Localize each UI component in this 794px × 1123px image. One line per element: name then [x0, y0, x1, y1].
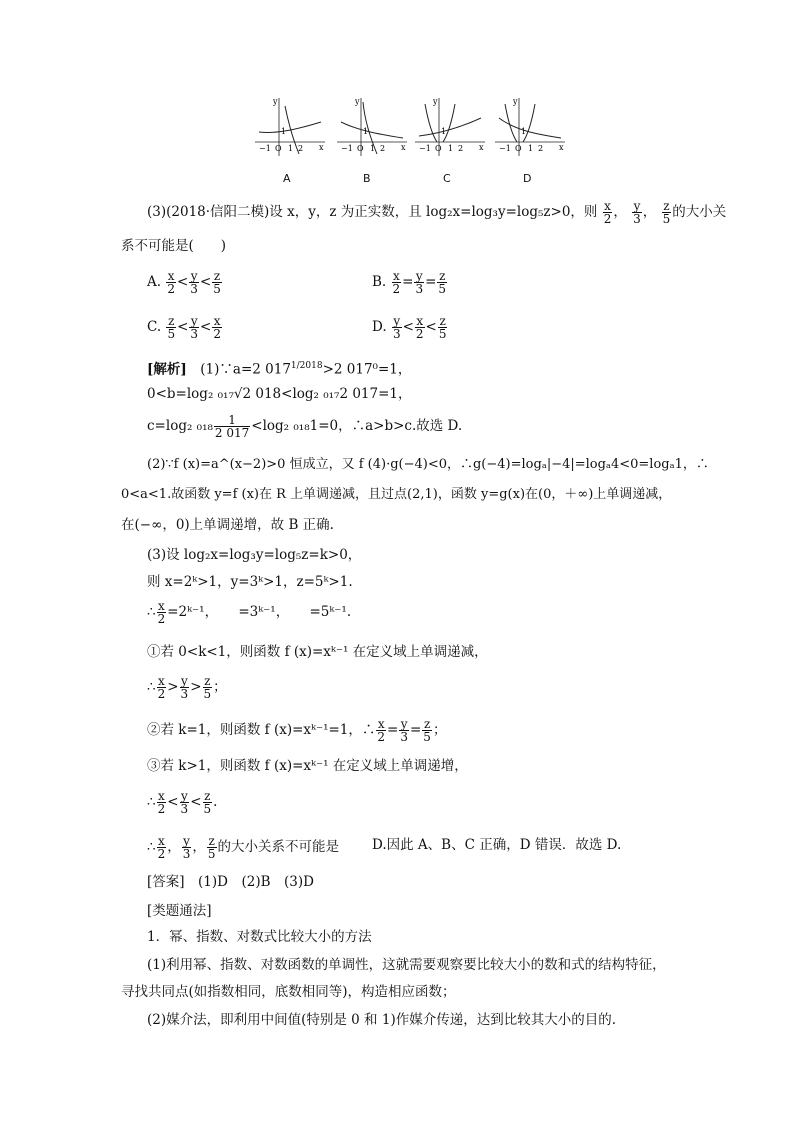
svg-text:O: O	[357, 144, 364, 153]
svg-text:2: 2	[380, 144, 386, 153]
svg-text:x: x	[319, 143, 324, 152]
svg-text:O: O	[275, 144, 282, 153]
graph-c	[415, 96, 495, 166]
svg-text:−1: −1	[419, 144, 431, 153]
answer-line: [答案] (1)D (2)B (3)D	[147, 874, 314, 890]
solution-line-10: ①若 0<k<1，则函数 f (x)=xᵏ⁻¹ 在定义域上单调递减，	[147, 644, 488, 660]
svg-text:1: 1	[288, 144, 294, 153]
question-3-line-1: (3)(2018·信阳二模)设 x，y，z 为正实数，且 log₂x=log₃y=log₅z>0，则 $\frac{x}{2}$ ， $\frac{y}{3}$ ， $\frac{z}{5}$ 的大小关	[147, 199, 727, 226]
graph-label-b: B	[363, 172, 371, 185]
solution-line-12: ②若 k=1，则函数 f (x)=xᵏ⁻¹=1，∴ $\frac{x}{2}$ = $\frac{y}{3}$ = $\frac{z}{5}$ ；	[147, 717, 447, 744]
solution-line-15b: D.因此 A、B、C 正确，D 错误．故选 D.	[372, 837, 622, 853]
solution-line-2: 0<b=log₂ ₀₁₇√2 018<log₂ ₀₁₇2 017=1，	[147, 386, 412, 402]
solution-line-11: ∴ $\frac{x}{2}$ > $\frac{y}{3}$ > $\frac{z}{5}$ ；	[147, 674, 227, 701]
svg-text:O: O	[515, 144, 522, 153]
method-line-2: 寻找共同点(如指数相同，底数相同等)，构造相应函数；	[121, 984, 456, 1000]
svg-text:−1: −1	[341, 144, 353, 153]
option-d: D. $\frac{y}{3}$ < $\frac{x}{2}$ < $\frac{z}{5}$	[372, 314, 447, 341]
graph-b	[337, 96, 417, 166]
question-3-line-2: 系不可能是( )	[121, 238, 227, 254]
solution-line-13: ③若 k>1，则函数 f (x)=xᵏ⁻¹ 在定义域上单调递增，	[147, 758, 468, 774]
svg-text:2: 2	[458, 144, 464, 153]
svg-text:1: 1	[521, 127, 527, 136]
svg-text:1: 1	[441, 127, 447, 136]
svg-text:x: x	[479, 143, 484, 152]
solution-line-6: 在(−∞，0)上单调递增，故 B 正确.	[121, 517, 334, 533]
method-line-1: (1)利用幂、指数、对数函数的单调性，这就需要观察要比较大小的数和式的结构特征，	[147, 957, 666, 973]
graph-label-d: D	[523, 172, 532, 185]
solution-line-8: 则 x=2ᵏ>1，y=3ᵏ>1，z=5ᵏ>1.	[147, 574, 353, 590]
svg-text:2: 2	[538, 144, 544, 153]
svg-text:−1: −1	[499, 144, 511, 153]
solution-line-15: ∴ $\frac{x}{2}$ ， $\frac{y}{3}$ ， $\frac{z}{5}$ 的大小关系不可能是	[147, 834, 340, 861]
svg-text:1: 1	[363, 127, 369, 136]
svg-text:1: 1	[528, 144, 534, 153]
svg-text:1: 1	[370, 144, 376, 153]
svg-text:y: y	[513, 97, 518, 106]
graph-a	[255, 96, 335, 166]
svg-text:y: y	[273, 97, 278, 106]
svg-text:y: y	[433, 97, 438, 106]
svg-text:2: 2	[298, 144, 304, 153]
solution-line-14: ∴ $\frac{x}{2}$ < $\frac{y}{3}$ < $\frac{z}{5}$ .	[147, 789, 218, 816]
method-line-3: (2)媒介法，即利用中间值(特别是 0 和 1)作媒介传递，达到比较其大小的目的.	[147, 1012, 616, 1028]
svg-text:x: x	[401, 143, 406, 152]
option-b: B. $\frac{x}{2}$ = $\frac{y}{3}$ = $\frac{z}{5}$	[372, 269, 447, 296]
svg-text:1: 1	[281, 127, 287, 136]
method-title: 1．幂、指数、对数式比较大小的方法	[147, 929, 372, 945]
solution-line-9: ∴ $\frac{x}{2}$ =2ᵏ⁻¹， =3ᵏ⁻¹， =5ᵏ⁻¹.	[147, 599, 352, 626]
svg-text:x: x	[559, 143, 564, 152]
solution-line-7: (3)设 log₂x=log₃y=log₅z=k>0，	[147, 547, 362, 563]
graph-label-c: C	[443, 172, 451, 185]
option-a: A. $\frac{x}{2}$ < $\frac{y}{3}$ < $\frac{z}{5}$	[147, 269, 221, 296]
graph-d	[495, 96, 575, 166]
method-heading: [类题通法]	[147, 903, 212, 919]
solution-line-4: (2)∵f (x)=a^(x−2)>0 恒成立，又 f (4)·g(−4)<0，∴g(−4)=logₐ|−4|=logₐ4<0=logₐ1，∴	[147, 457, 709, 472]
option-c: C. $\frac{z}{5}$ < $\frac{y}{3}$ < $\frac{x}{2}$	[147, 314, 221, 341]
solution-line-1: [解析] (1)∵a=2 $017^{1/2018}>2$ 017⁰=1，	[147, 361, 412, 378]
option-graphs	[255, 96, 575, 186]
svg-text:y: y	[355, 97, 360, 106]
solution-line-3: c=log₂ ₀₁₈ $\frac{1}{2 017}$ <log₂ ₀₁₈1=0，∴a>b>c.故选 D.	[147, 413, 463, 440]
svg-text:O: O	[435, 144, 442, 153]
svg-text:1: 1	[448, 144, 454, 153]
solution-line-5: 0<a<1.故函数 y=f (x)在 R 上单调递减，且过点(2,1)，函数 y=g(x)在(0，＋∞)上单调递减，	[121, 487, 672, 502]
graph-label-a: A	[283, 172, 291, 185]
svg-text:−1: −1	[259, 144, 271, 153]
